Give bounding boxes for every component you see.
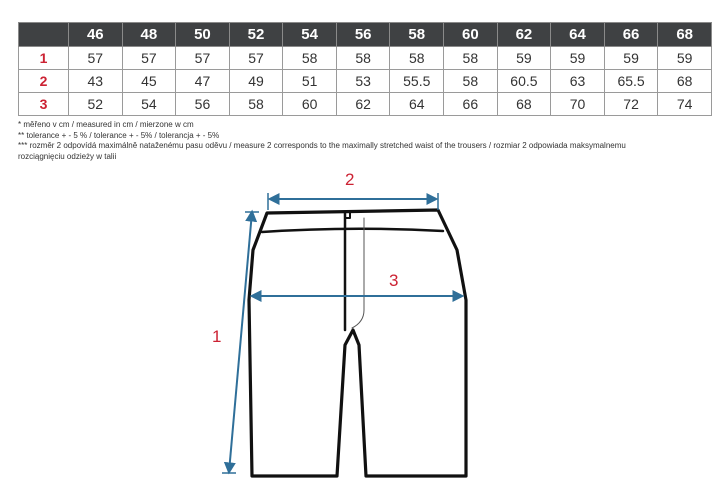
row-label: 1 (19, 47, 69, 70)
table-cell: 59 (604, 47, 658, 70)
size-header: 64 (551, 23, 605, 47)
measure-2-arrow (268, 193, 438, 210)
row-label: 2 (19, 70, 69, 93)
table-cell: 57 (229, 47, 283, 70)
table-cell: 59 (658, 47, 712, 70)
note-line: *** rozměr 2 odpovídá maximálně nataženému pasu oděvu / measure 2 corresponds to the maximally stretched waist of the trousers / rozmiar 2 odpowiada maksymalnemu (18, 141, 626, 150)
table-cell: 68 (497, 93, 551, 116)
table-cell: 58 (336, 47, 390, 70)
table-cell: 58 (229, 93, 283, 116)
table-cell: 57 (69, 47, 123, 70)
table-cell: 53 (336, 70, 390, 93)
table-cell: 65.5 (604, 70, 658, 93)
measure-label-3: 3 (389, 271, 399, 290)
table-cell: 63 (551, 70, 605, 93)
table-cell: 43 (69, 70, 123, 93)
size-header: 56 (336, 23, 390, 47)
table-cell: 51 (283, 70, 337, 93)
size-header: 62 (497, 23, 551, 47)
table-cell: 68 (658, 70, 712, 93)
size-header: 66 (604, 23, 658, 47)
table-cell: 58 (283, 47, 337, 70)
table-cell: 45 (122, 70, 176, 93)
table-cell: 62 (336, 93, 390, 116)
table-cell: 47 (176, 70, 230, 93)
table-cell: 60.5 (497, 70, 551, 93)
table-cell: 64 (390, 93, 444, 116)
measure-label-1: 1 (212, 327, 222, 346)
table-cell: 59 (551, 47, 605, 70)
size-header: 50 (176, 23, 230, 47)
table-cell: 57 (122, 47, 176, 70)
row-label: 3 (19, 93, 69, 116)
size-header: 52 (229, 23, 283, 47)
table-cell: 49 (229, 70, 283, 93)
size-header: 68 (658, 23, 712, 47)
table-cell: 54 (122, 93, 176, 116)
shorts-outline (249, 210, 466, 476)
shorts-body (249, 210, 466, 476)
table-cell: 70 (551, 93, 605, 116)
table-cell: 59 (497, 47, 551, 70)
table-cell: 72 (604, 93, 658, 116)
measure-label-2: 2 (345, 170, 355, 189)
table-cell: 60 (283, 93, 337, 116)
note-line: * měřeno v cm / measured in cm / mierzone w cm (18, 120, 194, 129)
table-cell: 58 (444, 47, 498, 70)
table-cell: 56 (176, 93, 230, 116)
table-cell: 74 (658, 93, 712, 116)
table-cell: 66 (444, 93, 498, 116)
size-header: 46 (69, 23, 123, 47)
table-cell: 52 (69, 93, 123, 116)
table-cell: 58 (444, 70, 498, 93)
table-cell: 58 (390, 47, 444, 70)
size-header: 48 (122, 23, 176, 47)
size-header: 58 (390, 23, 444, 47)
size-header: 60 (444, 23, 498, 47)
size-header: 54 (283, 23, 337, 47)
note-line: rozciągnięciu odzieży w talii (18, 151, 117, 161)
note-line: ** tolerance + - 5 % / tolerance + - 5% / tolerancja + - 5% (18, 130, 220, 140)
table-cell: 57 (176, 47, 230, 70)
table-cell: 55.5 (390, 70, 444, 93)
